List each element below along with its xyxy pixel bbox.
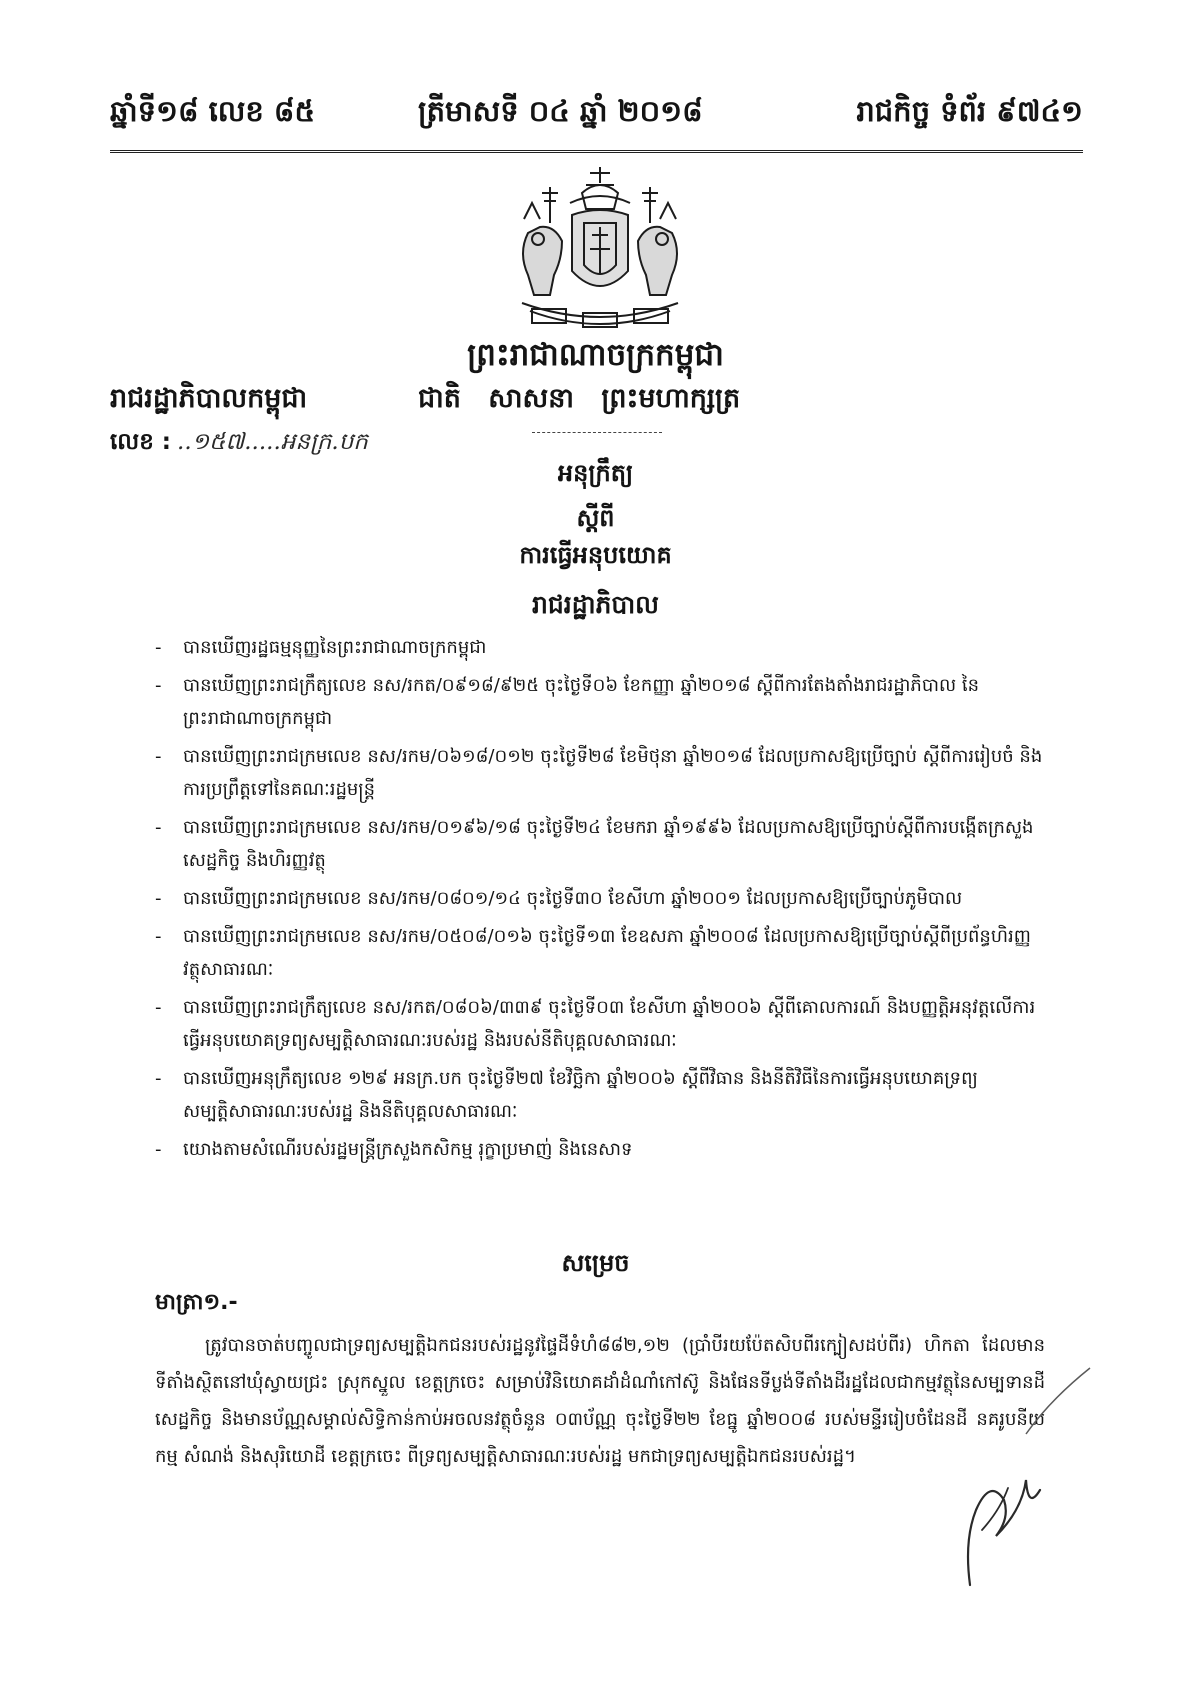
preamble-item: - បានឃើញព្រះរាជក្រឹត្យលេខ នស/រកត/០៩១៨/៩២៥ ចុះថ្ងៃទី០៦ ខែកញ្ញា ឆ្នាំ២០១៨ ស្តីពីការតែងតាំងរាជរដ្ឋាភិបាល នៃព្រះរាជាណាចក្រកម្ពុជា — [155, 669, 1045, 735]
kingdom-name: ព្រះរាជាណាចក្រកម្ពុជា — [467, 337, 724, 373]
document-type: អនុក្រឹត្យ — [557, 459, 634, 487]
gazette-year-issue: ឆ្នាំទី១៨ លេខ ៨៥ — [110, 94, 315, 128]
number-label: លេខ : — [110, 429, 172, 455]
title-about: ស្តីពី — [576, 504, 615, 532]
document-subject: ការធ្វើអនុបយោគ — [519, 541, 672, 569]
signature-mark — [930, 1360, 1100, 1595]
preamble-list — [155, 631, 1045, 1171]
number-value: ..១៥៧.....អនក្រ.បក — [177, 429, 368, 455]
national-motto: ជាតិ សាសនា ព្រះមហាក្សត្រ — [418, 383, 741, 414]
preamble-item: - យោងតាមសំណើរបស់រដ្ឋមន្ត្រីក្រសួងកសិកម្ម រុក្ខាប្រមាញ់ និងនេសាទ — [155, 1133, 1045, 1166]
preamble-item: - បានឃើញព្រះរាជក្រមលេខ នស/រកម/០៨០១/១៤ ចុះថ្ងៃទី៣០ ខែសីហា ឆ្នាំ២០០១ ដែលប្រកាសឱ្យប្រើច្បាប់ភូមិបាល — [155, 882, 1045, 915]
preamble-item: - បានឃើញព្រះរាជក្រឹត្យលេខ នស/រកត/០៨០៦/៣៣៩ ចុះថ្ងៃទី០៣ ខែសីហា ឆ្នាំ២០០៦ ស្តីពីគោលការណ៍ និងបញ្ញត្តិអនុវត្តលើការធ្វើអនុបយោគទ្រព្យសម្បត្តិសាធារណៈរបស់រដ្ឋ និងរបស់នីតិបុគ្គលសាធារណៈ — [155, 991, 1045, 1057]
article-1-heading: មាត្រា១.- — [155, 1290, 238, 1315]
issuer-heading: រាជរដ្ឋាភិបាល — [532, 590, 659, 619]
preamble-item: - បានឃើញព្រះរាជក្រមលេខ នស/រកម/០៦១៨/០១២ ចុះថ្ងៃទី២៨ ខែមិថុនា ឆ្នាំ២០១៨ ដែលប្រកាសឱ្យប្រើច្បាប់ ស្តីពីការរៀបចំ និងការប្រព្រឹត្តទៅនៃគណៈរដ្ឋមន្ត្រី — [155, 740, 1045, 806]
gazette-quarter: ត្រីមាសទី ០៤ ឆ្នាំ ២០១៨ — [418, 94, 703, 128]
gazette-page-number: រាជកិច្ច ទំព័រ ៩៧៤១ — [856, 94, 1083, 128]
header-divider — [110, 150, 1083, 156]
royal-emblem-icon — [510, 163, 690, 333]
motto-ornament — [532, 432, 662, 433]
decision-heading: សម្រេច — [561, 1249, 630, 1277]
preamble-item: - បានឃើញរដ្ឋធម្មនុញ្ញនៃព្រះរាជាណាចក្រកម្ពុជា — [155, 631, 1045, 664]
preamble-item: - បានឃើញព្រះរាជក្រមលេខ នស/រកម/០១៩៦/១៨ ចុះថ្ងៃទី២៤ ខែមករា ឆ្នាំ១៩៩៦ ដែលប្រកាសឱ្យប្រើច្បាប់ស្តីពីការបង្កើតក្រសួងសេដ្ឋកិច្ច និងហិរញ្ញវត្ថុ — [155, 811, 1045, 877]
preamble-item: - បានឃើញអនុក្រឹត្យលេខ ១២៩ អនក្រ.បក ចុះថ្ងៃទី២៧ ខែវិច្ឆិកា ឆ្នាំ២០០៦ ស្តីពីវិធាន និងនីតិវិធីនៃការធ្វើអនុបយោគទ្រព្យសម្បត្តិសាធារណៈរបស់រដ្ឋ និងនីតិបុគ្គលសាធារណៈ — [155, 1062, 1045, 1128]
document-number — [110, 428, 368, 461]
preamble-item: - បានឃើញព្រះរាជក្រមលេខ នស/រកម/០៥០៨/០១៦ ចុះថ្ងៃទី១៣ ខែឧសភា ឆ្នាំ២០០៨ ដែលប្រកាសឱ្យប្រើច្បាប់ស្តីពីប្រព័ន្ធហិរញ្ញវត្ថុសាធារណៈ — [155, 920, 1045, 986]
issuing-government: រាជរដ្ឋាភិបាលកម្ពុជា — [110, 383, 308, 414]
article-1-body: ត្រូវបានចាត់បញ្ចូលជាទ្រព្យសម្បត្តិឯកជនរបស់រដ្ឋនូវផ្ទៃដីទំហំ៨៨២,១២ (ប្រាំបីរយប៉ែតសិបពីរក្បៀសដប់ពីរ) ហិកតា ដែលមានទីតាំងស្ថិតនៅឃុំស្វាយជ្រះ ស្រុកស្នួល ខេត្តក្រចេះ សម្រាប់វិនិយោគដាំដំណាំកៅស៊ូ និងផែនទីប្លង់ទីតាំងដីរដ្ឋដែលជាកម្មវត្ថុនៃសម្បទានដីសេដ្ឋកិច្ច និងមានប័ណ្ណសម្គាល់សិទ្ធិកាន់កាប់អចលនវត្ថុចំនួន ០៣ប័ណ្ណ ចុះថ្ងៃទី២២ ខែធ្នូ ឆ្នាំ២០០៨ របស់មន្ទីររៀបចំដែនដី នគរូបនីយកម្ម សំណង់ និងសុរិយោដី ខេត្តក្រចេះ ពីទ្រព្យសម្បត្តិសាធារណៈរបស់រដ្ឋ មកជាទ្រព្យសម្បត្តិឯកជនរបស់រដ្ឋ។ — [155, 1335, 1045, 1467]
